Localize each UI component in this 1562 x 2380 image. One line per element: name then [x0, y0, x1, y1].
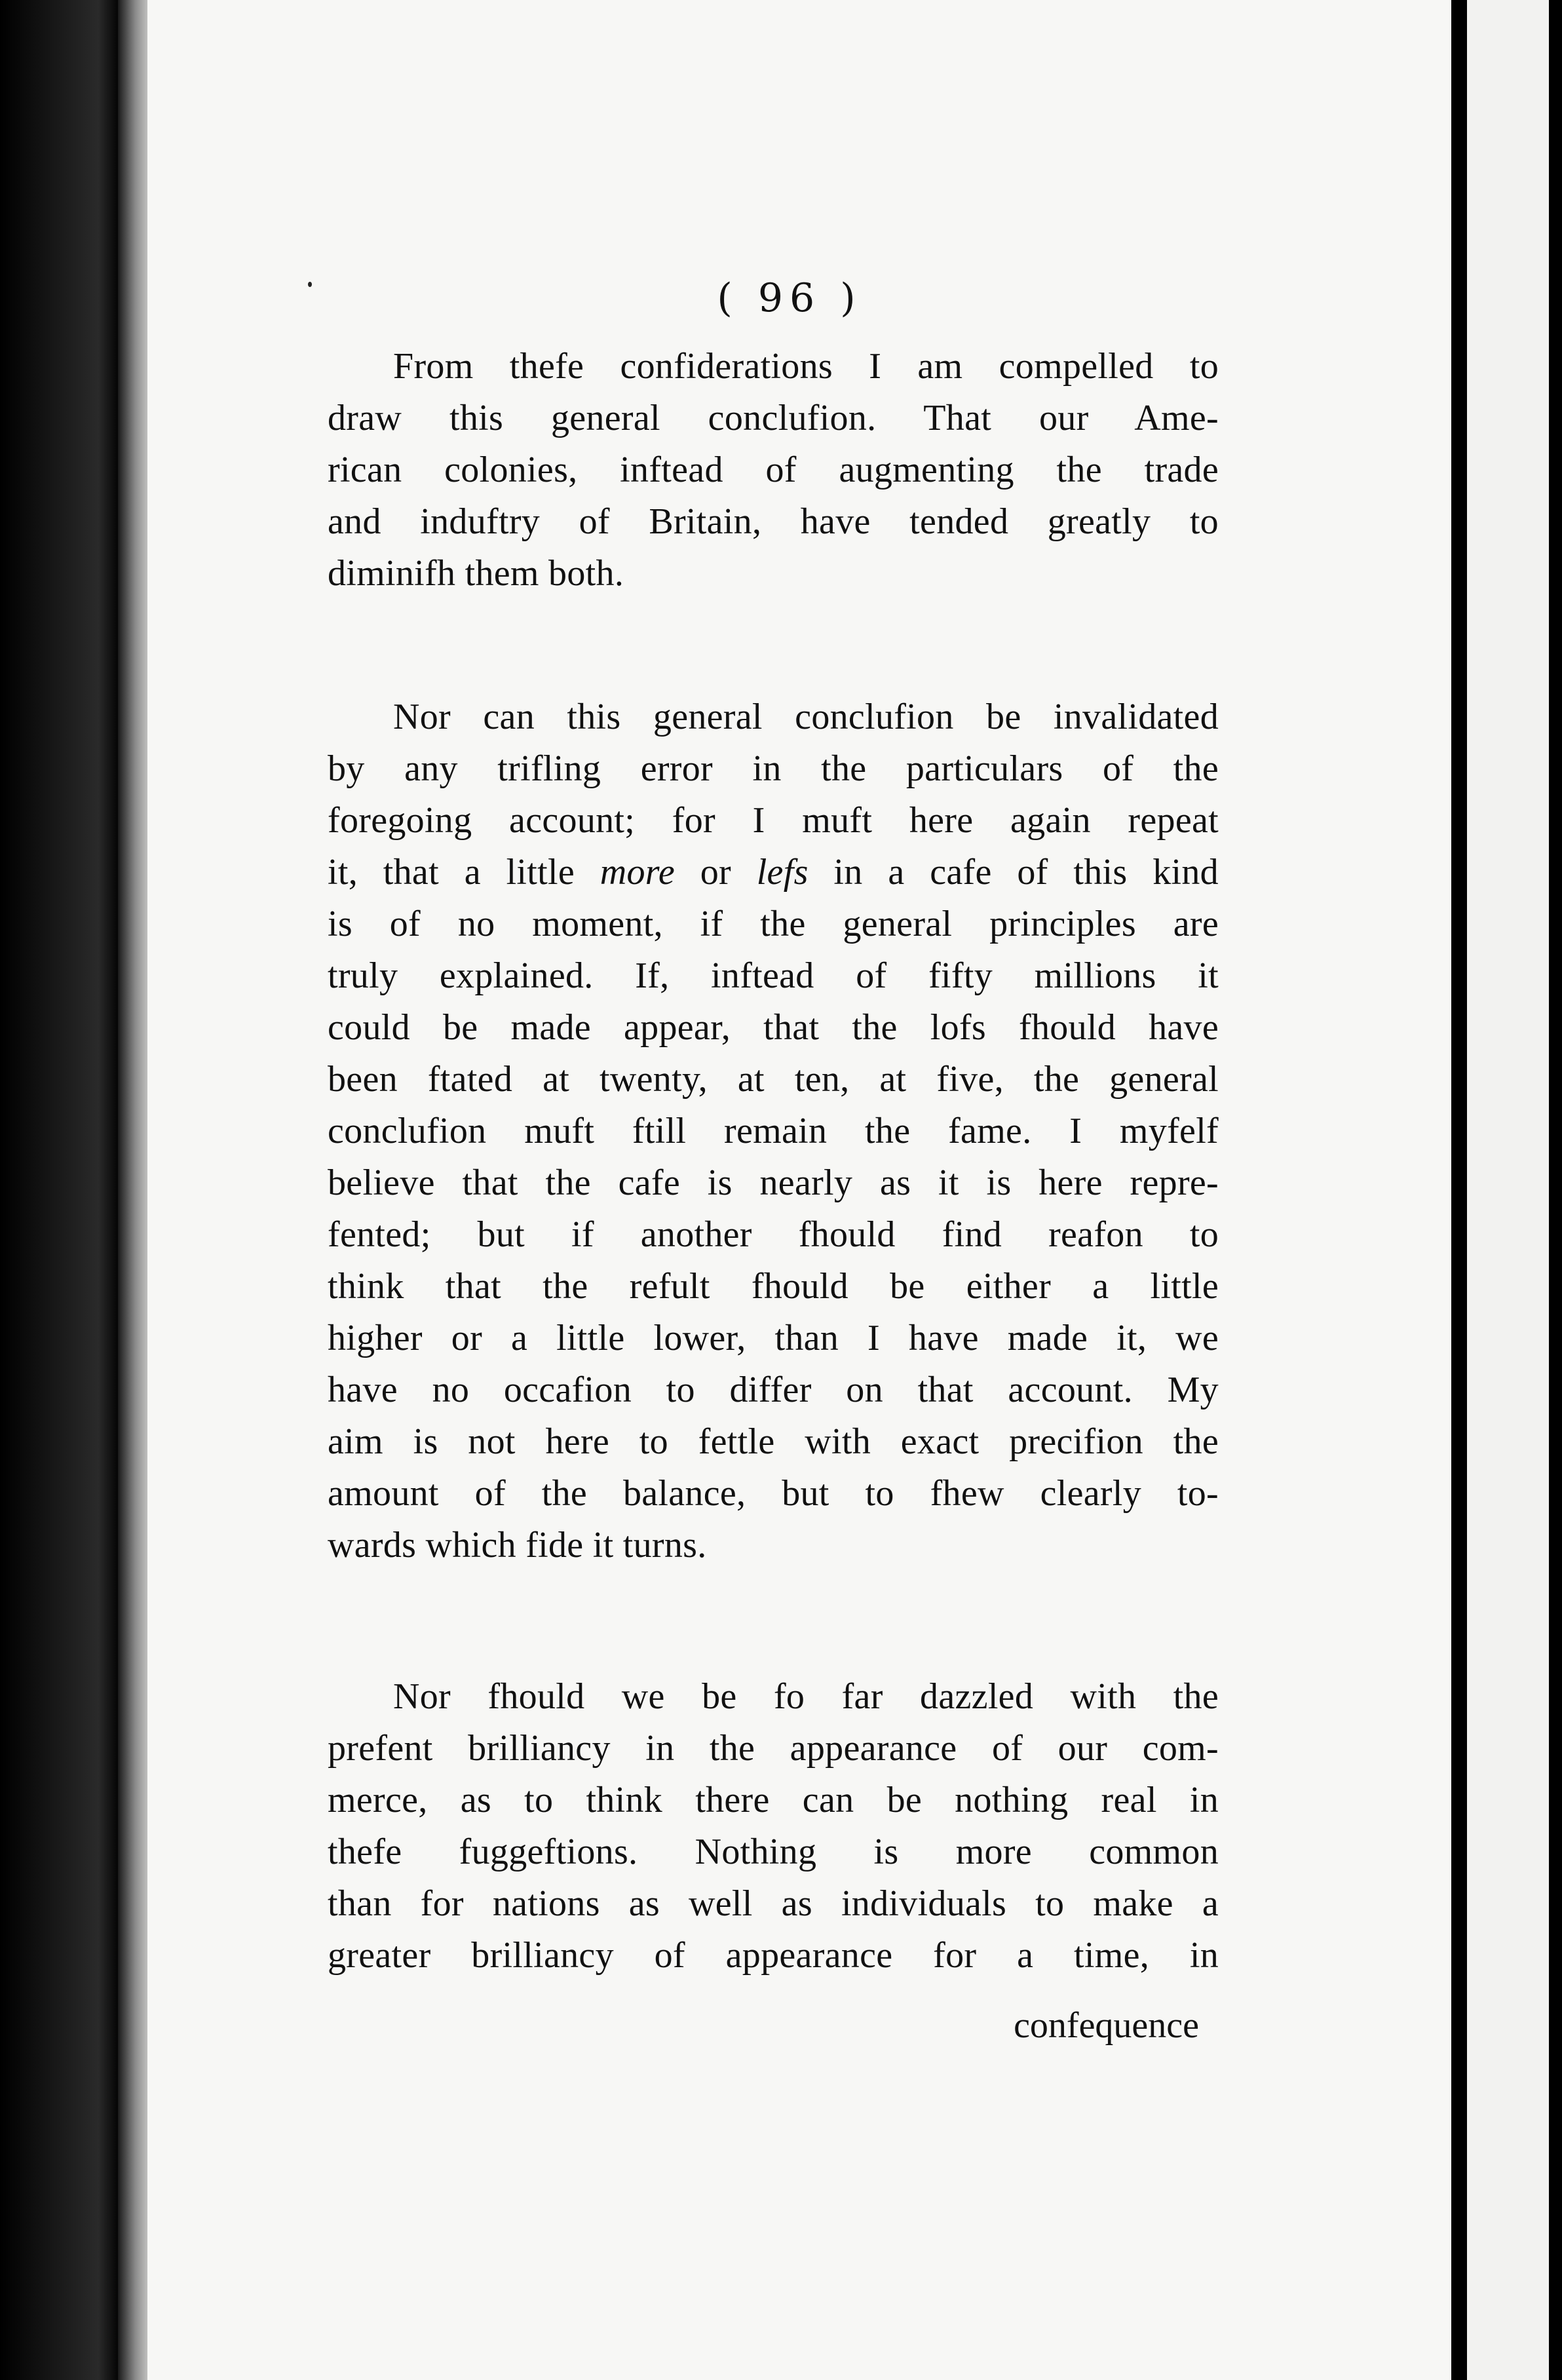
- text-line: rican colonies, inftead of augmenting the trade: [328, 450, 1219, 490]
- text-line: merce, as to think there can be nothing real in: [328, 1780, 1219, 1820]
- text-line: prefent brilliancy in the appearance of our com-: [328, 1728, 1219, 1769]
- text-line: wards which fide it turns.: [328, 1525, 707, 1565]
- text-line: greater brilliancy of appearance for a time, in: [328, 1935, 1219, 1976]
- text-line-with-italics: it, that a little more or lefs in a cafe of this kind: [328, 852, 1219, 892]
- page-gutter: [1451, 0, 1467, 2380]
- text-line: thefe fuggeftions. Nothing is more common: [328, 1832, 1219, 1872]
- italic-word: more: [600, 852, 675, 892]
- text-line: by any trifling error in the particulars of the: [328, 748, 1219, 789]
- text-line: fented; but if another fhould find reafon to: [328, 1214, 1219, 1255]
- italic-word: lefs: [756, 852, 809, 892]
- paragraph-2: [328, 691, 1219, 1571]
- text-line: truly explained. If, inftead of fifty millions it: [328, 955, 1219, 996]
- text-line: aim is not here to fettle with exact precifion the: [328, 1421, 1219, 1462]
- text-line: conclufion muft ftill remain the fame. I myfelf: [328, 1111, 1219, 1151]
- text-line: been ftated at twenty, at ten, at five, the general: [328, 1059, 1219, 1100]
- text-line: and induftry of Britain, have tended greatly to: [328, 501, 1219, 542]
- text-line: think that the refult fhould be either a little: [328, 1266, 1219, 1307]
- text-line: Nor can this general conclufion be invalidated: [393, 697, 1219, 737]
- text-line: have no occafion to differ on that account. My: [328, 1370, 1219, 1410]
- text-line: foregoing account; for I muft here again repeat: [328, 800, 1219, 841]
- text-line: could be made appear, that the lofs fhould have: [328, 1007, 1219, 1048]
- scan-right-edge: [1549, 0, 1562, 2380]
- text-line: diminifh them both.: [328, 553, 624, 594]
- text-line: amount of the balance, but to fhew clearly to-: [328, 1473, 1219, 1514]
- paragraph-3: [328, 1671, 1219, 1982]
- paragraph-1: [328, 341, 1219, 600]
- text-line: is of no moment, if the general principles are: [328, 904, 1219, 944]
- text-line: higher or a little lower, than I have made it, we: [328, 1318, 1219, 1358]
- left-binding-edge: [0, 0, 118, 2380]
- text-line: From thefe confiderations I am compelled to: [393, 346, 1219, 387]
- catchword: confequence: [1014, 2005, 1199, 2046]
- text-line: Nor fhould we be fo far dazzled with the: [393, 1676, 1219, 1717]
- text-line: than for nations as well as individuals to make a: [328, 1883, 1219, 1924]
- text-line: believe that the cafe is nearly as it is here repre-: [328, 1162, 1219, 1203]
- page-number: ( 96 ): [717, 275, 862, 321]
- next-page-edge: [1467, 0, 1562, 2380]
- ink-speck: [308, 282, 312, 287]
- text-line: draw this general conclufion. That our Ame-: [328, 398, 1219, 438]
